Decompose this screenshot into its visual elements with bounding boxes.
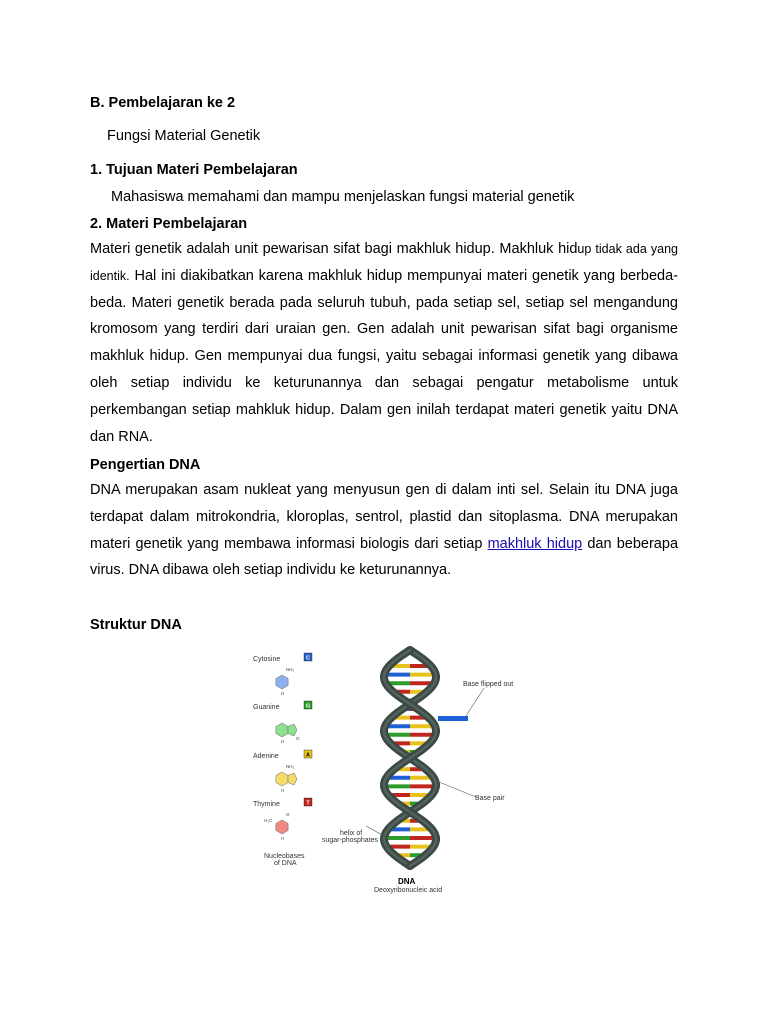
base-name: Guanine xyxy=(253,704,280,711)
base-letter: G xyxy=(305,703,311,710)
base-ring xyxy=(276,723,288,737)
materi-paragraph xyxy=(90,236,678,450)
nucleobases-label-1: Nucleobases xyxy=(264,853,305,860)
tujuan-heading: 1. Tujuan Materi Pembelajaran xyxy=(90,162,298,178)
base-letter: C xyxy=(306,655,310,662)
base-ring-5 xyxy=(288,724,297,736)
caption-dna: DNA xyxy=(398,877,416,886)
label-base-pair: Base pair xyxy=(475,795,505,802)
chem-h: H xyxy=(281,739,285,744)
base-letter: A xyxy=(306,752,310,759)
base-ring-5 xyxy=(288,773,297,785)
pengertian-text-a: DNA merupakan asam nukleat yang menyusun gen di dalam inti sel. Selain itu DNA juga terdapat dalam mitrokondria, kloroplas, sentrol, plastid dan sitoplasma. DNA merupakan materi genetik yang membawa informasi biologis dari setiap xyxy=(90,482,678,552)
pengertian-paragraph xyxy=(90,477,678,584)
chem-methyl: H₃C xyxy=(264,818,273,823)
base-name: Cytosine xyxy=(253,656,281,663)
base-name: Thymine xyxy=(253,801,280,808)
makhluk-hidup-link[interactable]: makhluk hidup xyxy=(487,535,583,552)
base-name: Adenine xyxy=(253,753,279,760)
label-helix-2: sugar-phosphates xyxy=(322,837,379,844)
base-thymine xyxy=(253,798,312,841)
flipped-base xyxy=(438,716,468,721)
base-ring xyxy=(276,772,288,786)
chem-group: NH₂ xyxy=(286,667,295,672)
base-adenine xyxy=(253,750,312,793)
struktur-heading: Struktur DNA xyxy=(90,617,182,633)
materi-text-b: Hal ini diakibatkan karena makhluk hidup mempunyai materi genetik yang berbeda-beda. Materi genetik berada pada seluruh tubuh, pada setiap sel, setiap sel mengandung kromosom yang terdiri dari uraian gen. Gen adalah unit pewarisan sifat bagi organisme makhluk hidup. Gen mempunyai dua fungsi, yaitu sebagai informasi genetik yang dibawa oleh setiap individu ke keturunannya dan sebagai pengatur metabolisme untuk perkembangan setiap mahkluk hidup. Dalam gen inilah terdapat materi genetik yaitu DNA dan RNA. xyxy=(90,267,678,445)
chem-h: H xyxy=(281,836,285,841)
materi-text-a: Materi genetik adalah unit pewarisan sifat bagi makhluk hidup. Makhluk hid xyxy=(90,241,578,257)
chem-group: O xyxy=(286,812,290,817)
dna-double-helix xyxy=(384,650,436,866)
label-base-flipped-out: Base flipped out xyxy=(463,681,514,688)
section-heading: B. Pembelajaran ke 2 xyxy=(90,95,236,111)
dna-structure-figure xyxy=(248,642,538,898)
base-cytosine xyxy=(253,653,312,696)
nucleobases-label-2: of DNA xyxy=(274,860,297,867)
base-guanine xyxy=(253,701,312,744)
tujuan-text: Mahasiswa memahami dan mampu menjelaskan fungsi material genetik xyxy=(111,189,575,205)
base-letter: T xyxy=(306,800,310,807)
chem-group: O xyxy=(296,736,300,741)
materi-heading: 2. Materi Pembelajaran xyxy=(90,216,248,232)
chem-group: NH₂ xyxy=(286,764,295,769)
pengertian-heading: Pengertian DNA xyxy=(90,457,201,473)
base-pair-pointer xyxy=(434,780,476,797)
pengertian-text-b: dan beberapa virus. DNA dibawa oleh setiap individu ke keturunannya. xyxy=(90,535,679,579)
base-ring xyxy=(276,675,288,689)
caption-deoxyribonucleic-acid: Deoxyribonucleic acid xyxy=(374,887,443,894)
base-ring xyxy=(276,820,288,834)
nucleobases-legend xyxy=(253,653,312,841)
label-helix-1: helix of xyxy=(340,830,363,837)
chem-h: H xyxy=(281,691,285,696)
chem-h: H xyxy=(281,788,285,793)
materi-text-small: up tidak ada yang identik. xyxy=(90,242,678,283)
flipped-pointer xyxy=(466,688,484,716)
section-subtitle: Fungsi Material Genetik xyxy=(107,128,261,144)
